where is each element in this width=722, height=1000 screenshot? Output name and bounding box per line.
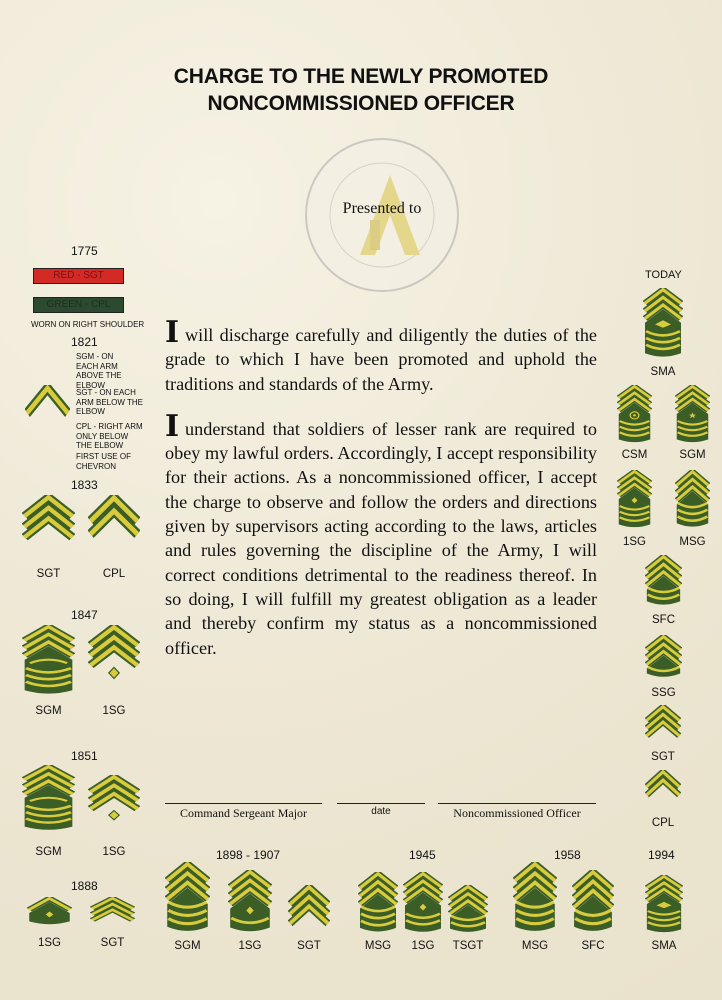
- rank-insignia: [27, 897, 72, 927]
- rank-label: CPL: [651, 817, 675, 829]
- rank-label: SGM: [35, 846, 62, 858]
- signature-line-nco[interactable]: Noncommissioned Officer: [438, 803, 596, 821]
- rank-insignia: [617, 470, 652, 530]
- rank-insignia: [90, 897, 135, 927]
- year-1775: 1775: [71, 244, 98, 258]
- rank-label: SGT: [100, 937, 125, 949]
- rank-label: SGM: [174, 940, 201, 952]
- rank-label: SFC: [652, 614, 675, 626]
- rank-insignia: [22, 625, 75, 697]
- rank-insignia: [22, 495, 75, 550]
- rank-insignia: [288, 885, 330, 935]
- rank-insignia: [88, 495, 140, 550]
- paragraph-text: will discharge carefully and diligently the duties of the grade to which I have been promoted and uphold the traditions and standards of the Army.: [165, 325, 597, 394]
- rank-insignia: [165, 862, 210, 935]
- rank-insignia: [228, 870, 272, 935]
- worn-note: WORN ON RIGHT SHOULDER: [31, 320, 145, 329]
- rank-label: SFC: [581, 940, 605, 952]
- rank-label: SGM: [679, 449, 706, 461]
- year-1851: 1851: [71, 749, 98, 763]
- rank-label: CPL: [102, 568, 126, 580]
- rank-label: SMA: [651, 940, 677, 952]
- year-1898-1907: 1898 - 1907: [216, 848, 281, 862]
- year-1994: 1994: [648, 848, 675, 862]
- rank-insignia: [675, 385, 710, 445]
- rank-label: SMA: [650, 366, 676, 378]
- rank-insignia: [88, 625, 140, 693]
- rank-insignia: [675, 470, 710, 530]
- rank-insignia: [358, 872, 398, 935]
- chevron-stripe: [27, 388, 68, 413]
- rank-label: SGT: [651, 751, 675, 763]
- paragraph-2: [165, 408, 597, 660]
- rank-insignia: [645, 635, 682, 680]
- rank-label: 1SG: [411, 940, 435, 952]
- note-cpl: CPL - RIGHT ARM ONLY BELOW THE ELBOW: [76, 422, 143, 450]
- rank-insignia: [617, 385, 652, 445]
- rank-label: MSG: [364, 940, 392, 952]
- rank-label: 1SG: [238, 940, 262, 952]
- year-1945: 1945: [409, 848, 436, 862]
- red-sgt-bar: RED - SGT: [33, 268, 124, 284]
- rank-insignia: [448, 885, 488, 935]
- drop-cap: I: [165, 408, 180, 444]
- title-line-2: NONCOMMISSIONED OFFICER: [207, 92, 515, 115]
- rank-label: MSG: [521, 940, 549, 952]
- year-1833: 1833: [71, 478, 98, 492]
- rank-label: CSM: [621, 449, 648, 461]
- note-sgm: SGM - ON EACH ARM ABOVE THE ELBOW: [76, 352, 122, 390]
- paragraph-1: [165, 315, 597, 396]
- year-1847: 1847: [71, 608, 98, 622]
- note-sgt: SGT - ON EACH ARM BELOW THE ELBOW: [76, 388, 143, 416]
- rank-label: 1SG: [622, 536, 647, 548]
- rank-label: 1SG: [102, 705, 126, 717]
- rank-label: MSG: [679, 536, 706, 548]
- rank-insignia: [645, 770, 681, 805]
- note-first-chevron: FIRST USE OF CHEVRON: [76, 452, 131, 471]
- certificate-title: [0, 63, 722, 117]
- rank-insignia: [643, 288, 683, 360]
- year-1888: 1888: [71, 879, 98, 893]
- signature-line-date[interactable]: date: [337, 803, 425, 817]
- rank-insignia: [572, 870, 614, 935]
- green-cpl-bar: GREEN - CPL: [33, 297, 124, 313]
- rank-insignia: [403, 872, 443, 935]
- charge-text: [165, 315, 597, 681]
- year-1958: 1958: [554, 848, 581, 862]
- rank-label: SGT: [297, 940, 321, 952]
- rank-label: 1SG: [102, 846, 126, 858]
- title-line-1: CHARGE TO THE NEWLY PROMOTED: [173, 65, 549, 88]
- rank-insignia: [513, 862, 557, 935]
- signature-line-csm[interactable]: Command Sergeant Major: [165, 803, 322, 821]
- paragraph-text: understand that soldiers of lesser rank are required to obey my lawful orders. Accordingly, I accept responsibility for their actions. As a noncommissioned officer, I accept the charge to observe and follow the orders and directions given by supervisors acting according to the laws, articles and rules governing the discipline of the Army, I will correct conditions detrimental to the readiness thereof. In so doing, I will fulfill my greatest obligation as a leader and thereby confirm my status as a noncommissioned officer.: [165, 418, 597, 658]
- rank-insignia: [25, 385, 70, 430]
- rank-label: 1SG: [37, 937, 62, 949]
- rank-insignia: [645, 555, 682, 608]
- rank-insignia: [645, 875, 683, 935]
- rank-insignia: [88, 775, 140, 832]
- rank-label: SGM: [35, 705, 62, 717]
- rank-insignia: [645, 705, 681, 745]
- diamond-device: [109, 811, 119, 820]
- diamond-device: [109, 667, 119, 678]
- today-label: TODAY: [645, 269, 682, 281]
- drop-cap: I: [165, 315, 180, 350]
- rank-insignia: [22, 765, 75, 833]
- year-1821: 1821: [71, 335, 98, 349]
- rank-label: SSG: [651, 687, 676, 699]
- rank-label: TSGT: [452, 940, 484, 952]
- presented-to-label: Presented to: [342, 200, 422, 217]
- rank-label: SGT: [36, 568, 61, 580]
